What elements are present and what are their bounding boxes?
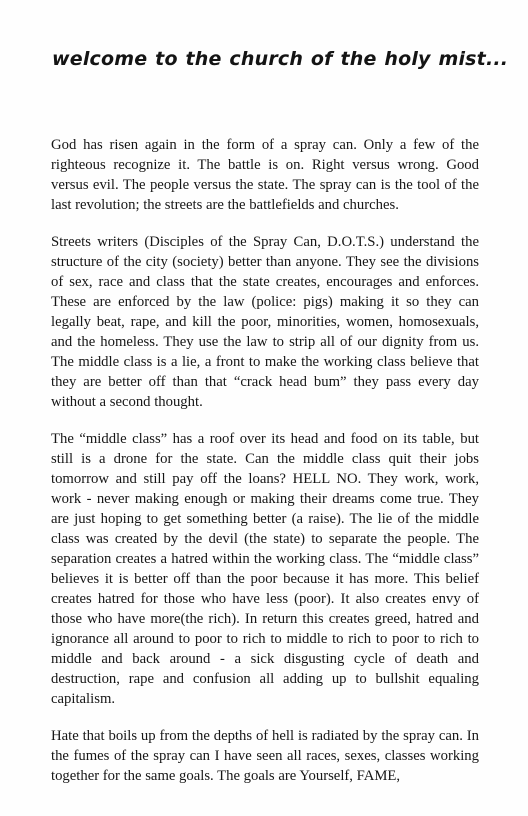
paragraph-hate-and-fumes: Hate that boils up from the depths of hell is radiated by the spray can. In the fumes of the spray can I have seen all races, sexes, classes working together for the same goals. The goals are Yourself, FAME, — [51, 728, 479, 784]
page-title: welcome to the church of the holy mist... — [52, 48, 509, 70]
paragraph-spray-can-revolution: God has risen again in the form of a spray can. Only a few of the righteous recognize it. The battle is on. Right versus wrong. Good versus evil. The people versus the state. The spray can is the tool of the last revolution; the streets are the battlefields and churches. — [51, 137, 479, 213]
paragraph-street-writers: Streets writers (Disciples of the Spray Can, D.O.T.S.) understand the structure of the city (society) better than anyone. They see the divisions of sex, race and class that the state creates, encourages and enforces. These are enforced by the law (police: pigs) making it so they can legally beat, rape, and kill the poor, minorities, women, homosexuals, and the homeless. They use the law to strip all of our dignity from us. The middle class is a lie, a front to make the working class believe that they are better off than that “crack head bum” they pass every day without a second thought. — [51, 234, 479, 410]
paragraph-middle-class: The “middle class” has a roof over its head and food on its table, but still is a drone for the state. Can the middle class quit their jobs tomorrow and still pay off the loans? HELL NO. They work, work, work - never making enough or making their dreams come true. They are just hoping to get something better (a raise). The lie of the middle class was created by the devil (the state) to separate the people. The separation creates a hatred within the working class. The “middle class” believes it is better off than the poor because it has more. This belief creates hatred for those who have less (poor). It also creates envy of those who have more(the rich). In return this creates greed, hatred and ignorance all around to poor to rich to middle to rich to poor to rich to middle and back around - a sick disgusting cycle of death and destruction, rape and confusion all adding up to bullshit equaling capitalism. — [51, 431, 479, 707]
body-text — [51, 135, 479, 803]
